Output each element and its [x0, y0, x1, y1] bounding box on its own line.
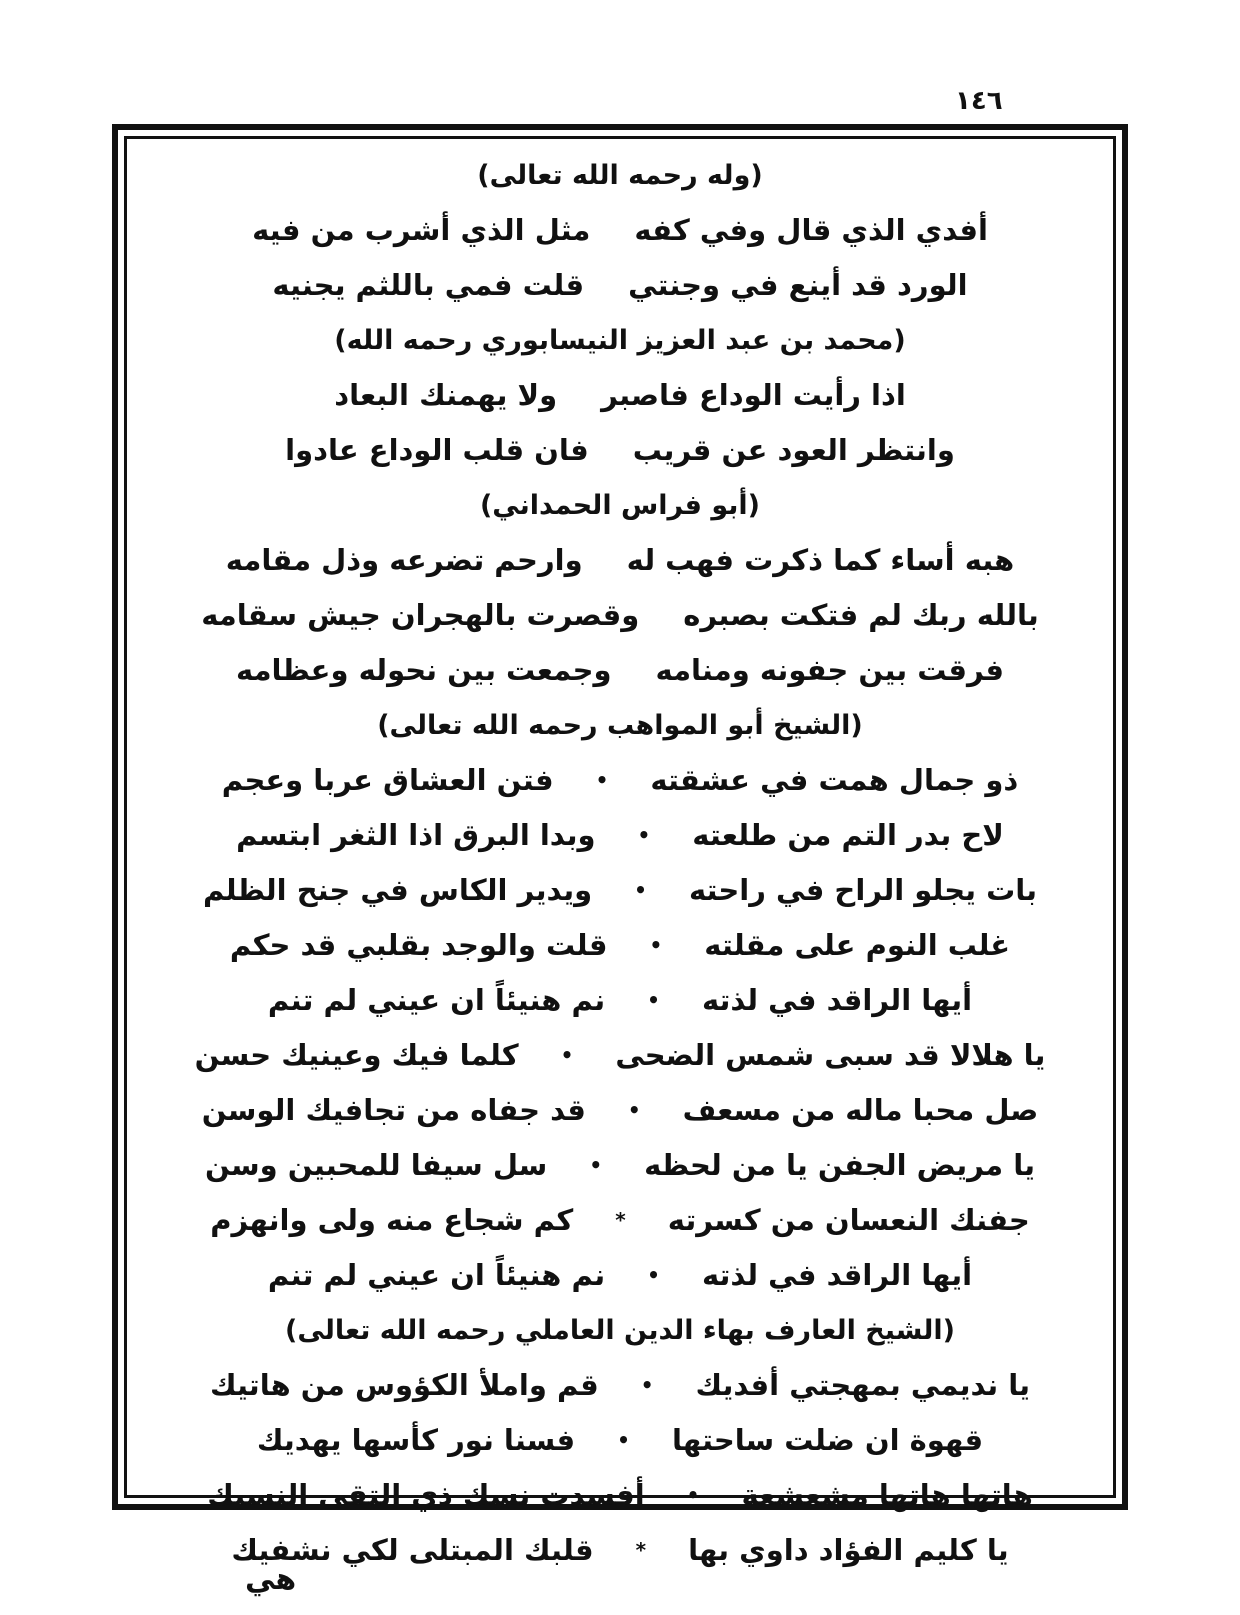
verse-line — [126, 918, 1114, 973]
verse-first-hemistich: يا نديمي بمهجتي أفديك — [695, 1368, 1031, 1402]
verse-separator: • — [637, 823, 651, 847]
poet-heading: (وله رحمه الله تعالى) — [477, 160, 763, 191]
poet-heading: (الشيخ أبو المواهب رحمه الله تعالى) — [377, 710, 863, 741]
verse-separator: • — [647, 988, 660, 1012]
verse-first-hemistich: هبه أساء كما ذكرت فهب له — [626, 543, 1015, 577]
verse-separator: * — [635, 1538, 647, 1562]
verse-line — [126, 973, 1114, 1028]
page-number: ١٤٦ — [955, 86, 1003, 116]
verse-line — [126, 1248, 1114, 1303]
verse-first-hemistich: هاتها هاتها مشعشعة — [741, 1478, 1033, 1512]
verse-first-hemistich: يا هلالا قد سبى شمس الضحى — [615, 1038, 1046, 1072]
verse-line — [126, 368, 1114, 423]
verse-second-hemistich: نم هنيئاً ان عيني لم تنم — [267, 983, 606, 1017]
verse-second-hemistich: وجمعت بين نحوله وعظامه — [235, 653, 612, 687]
verse-second-hemistich: قم واملأ الكؤوس من هاتيك — [209, 1368, 599, 1402]
verse-first-hemistich: لاح بدر التم من طلعته — [692, 818, 1004, 852]
verse-line — [126, 203, 1114, 258]
verse-line — [126, 1193, 1114, 1248]
verse-line — [126, 588, 1114, 643]
verse-separator: • — [617, 1428, 630, 1452]
verse-second-hemistich: فتن العشاق عربا وعجم — [221, 763, 554, 797]
verse-separator: • — [647, 1263, 660, 1287]
verse-line — [126, 1468, 1114, 1523]
verse-second-hemistich: قلبك المبتلى لكي نشفيك — [231, 1533, 594, 1567]
poet-heading: (أبو فراس الحمداني) — [479, 490, 761, 521]
verse-line — [126, 643, 1114, 698]
verse-second-hemistich: كم شجاع منه ولى وانهزم — [210, 1203, 574, 1237]
verse-first-hemistich: صل محبا ماله من مسعف — [682, 1093, 1039, 1127]
verse-second-hemistich: قد جفاه من تجافيك الوسن — [201, 1093, 586, 1127]
verse-first-hemistich: الورد قد أينع في وجنتي — [628, 268, 968, 302]
verse-line — [126, 863, 1114, 918]
verse-line — [126, 1083, 1114, 1138]
verse-second-hemistich: قلت فمي باللثم يجنيه — [272, 268, 585, 302]
verse-separator: * — [615, 1208, 626, 1232]
verse-line — [126, 1138, 1114, 1193]
verse-first-hemistich: جفنك النعسان من كسرته — [667, 1203, 1030, 1237]
verse-line — [126, 258, 1114, 313]
poet-heading: (محمد بن عبد العزيز النيسابوري رحمه الله) — [334, 325, 906, 356]
verse-first-hemistich: اذا رأيت الوداع فاصبر — [601, 378, 906, 412]
verse-separator: • — [640, 1373, 654, 1397]
verse-first-hemistich: قهوة ان ضلت ساحتها — [671, 1423, 984, 1457]
verse-second-hemistich: فسنا نور كأسها يهديك — [256, 1423, 576, 1457]
verse-first-hemistich: أفدي الذي قال وفي كفه — [634, 213, 988, 247]
verse-line — [126, 1358, 1114, 1413]
verse-second-hemistich: فان قلب الوداع عادوا — [285, 433, 589, 467]
verse-line — [126, 1028, 1114, 1083]
verse-line — [126, 808, 1114, 863]
verse-first-hemistich: أيها الراقد في لذته — [701, 983, 973, 1017]
verse-line — [126, 533, 1114, 588]
verse-separator: • — [589, 1153, 603, 1177]
verse-first-hemistich: فرقت بين جفونه ومنامه — [655, 653, 1005, 687]
verse-second-hemistich: قلت والوجد بقلبي قد حكم — [229, 928, 608, 962]
verse-first-hemistich: غلب النوم على مقلته — [704, 928, 1011, 962]
verse-first-hemistich: أيها الراقد في لذته — [701, 1258, 973, 1292]
verse-second-hemistich: وقصرت بالهجران جيش سقامه — [201, 598, 640, 632]
verse-first-hemistich: وانتظر العود عن قريب — [632, 433, 955, 467]
verse-first-hemistich: يا مريض الجفن يا من لحظه — [644, 1148, 1035, 1182]
verse-second-hemistich: نم هنيئاً ان عيني لم تنم — [267, 1258, 606, 1292]
verse-separator: • — [634, 878, 647, 902]
verse-second-hemistich: سل سيفا للمحبين وسن — [205, 1148, 548, 1182]
verse-second-hemistich: وارحم تضرعه وذل مقامه — [225, 543, 583, 577]
catchword: هي — [245, 1562, 297, 1597]
verse-first-hemistich: بات يجلو الراح في راحته — [688, 873, 1038, 907]
verse-separator: • — [649, 933, 663, 957]
verse-first-hemistich: بالله ربك لم فتكت بصبره — [683, 598, 1039, 632]
verse-second-hemistich: أفسدت نسك ذي التقى النسيك — [207, 1478, 645, 1512]
verse-line — [126, 1413, 1114, 1468]
verse-second-hemistich: مثل الذي أشرب من فيه — [252, 213, 591, 247]
verse-line — [126, 423, 1114, 478]
verse-second-hemistich: وبدا البرق اذا الثغر ابتسم — [236, 818, 596, 852]
verse-first-hemistich: يا كليم الفؤاد داوي بها — [688, 1533, 1009, 1567]
poem-text-block — [126, 148, 1114, 1567]
verse-separator: • — [595, 768, 609, 792]
verse-separator: • — [560, 1043, 574, 1067]
verse-line — [126, 753, 1114, 808]
verse-second-hemistich: كلما فيك وعينيك حسن — [194, 1038, 519, 1072]
verse-first-hemistich: ذو جمال همت في عشقته — [650, 763, 1019, 797]
verse-separator: • — [686, 1483, 700, 1507]
verse-second-hemistich: ولا يهمنك البعاد — [334, 378, 558, 412]
verse-separator: • — [627, 1098, 641, 1122]
poet-heading: (الشيخ العارف بهاء الدين العاملي رحمه الله تعالى) — [285, 1315, 955, 1346]
verse-second-hemistich: ويدير الكاس في جنح الظلم — [202, 873, 593, 907]
